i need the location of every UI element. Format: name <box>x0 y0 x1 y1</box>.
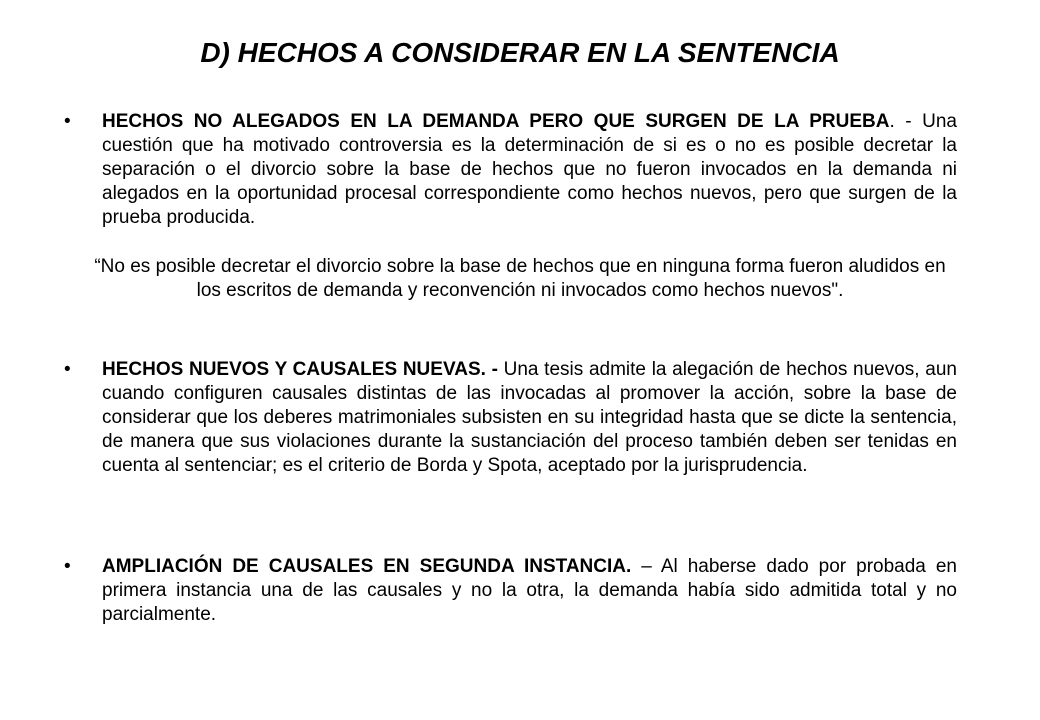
bullet-lead-3: AMPLIACIÓN DE CAUSALES EN SEGUNDA INSTANCIA. <box>102 556 632 577</box>
bullet-icon: • <box>64 111 71 132</box>
slide-title: D) HECHOS A CONSIDERAR EN LA SENTENCIA <box>200 37 840 68</box>
bullet-text-1 <box>102 110 957 230</box>
bullet-body-1: . - Una cuestión que ha motivado controversia es la determinación de si es o no es posible decretar la separación o el divorcio sobre la base de hechos que no fueron invocados en la demanda ni alegados en la oportunidad procesal correspondiente como hechos nuevos, pero que surgen de la prueba producida. <box>102 111 957 228</box>
bullet-body-2: Una tesis admite la alegación de hechos nuevos, aun cuando configuren causales distintas de las invocadas al promover la acción, sobre la base de considerar que los deberes matrimoniales subsisten en su integridad hasta que se dicte la sentencia, de manera que sus violaciones durante la sustanciación del proceso también deben ser tenidas en cuenta al sentenciar; es el criterio de Borda y Spota, aceptado por la jurisprudencia. <box>102 359 957 476</box>
bullet-text-2 <box>102 358 957 478</box>
bullet-text-3 <box>102 555 957 627</box>
bullet-body-3: – Al haberse dado por probada en primera instancia una de las causales y no la otra, la demanda había sido admitida total y no parcialmente. <box>102 556 957 625</box>
quote-text: “No es posible decretar el divorcio sobre la base de hechos que en ninguna forma fueron aludidos en los escritos de demanda y reconvención ni invocados como hechos nuevos". <box>94 256 946 301</box>
bullet-icon: • <box>64 556 71 577</box>
bullet-icon: • <box>64 359 71 380</box>
bullet-lead-2: HECHOS NUEVOS Y CAUSALES NUEVAS. - <box>102 359 498 380</box>
bullet-lead-1: HECHOS NO ALEGADOS EN LA DEMANDA PERO QUE SURGEN DE LA PRUEBA <box>102 111 890 132</box>
